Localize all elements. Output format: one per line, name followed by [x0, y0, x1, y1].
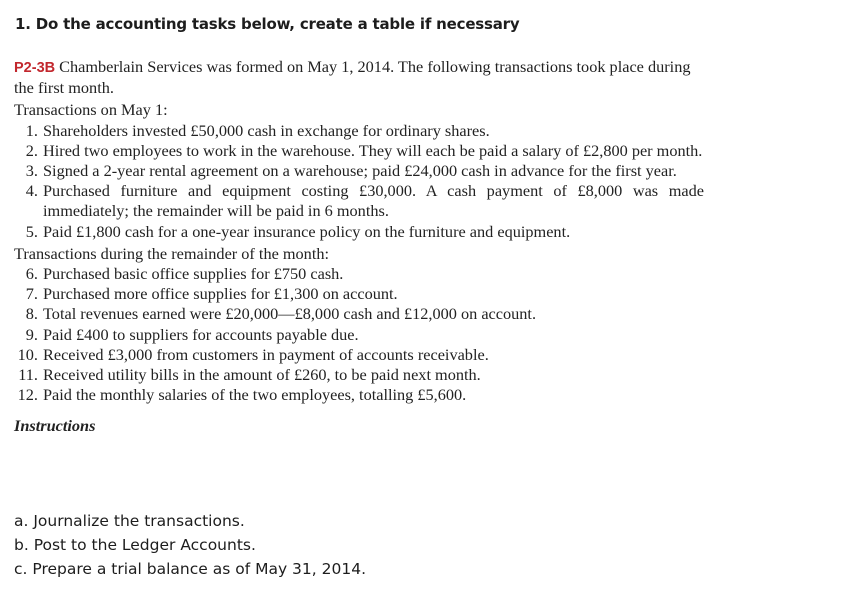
problem-code: P2-3B: [14, 60, 56, 76]
list-item: 7. Purchased more office supplies for £1,300 on account.: [25, 284, 398, 304]
transactions-may-1-list: [14, 121, 704, 242]
instructions-list: [14, 509, 366, 581]
list-item: 5. Paid £1,800 cash for a one-year insurance policy on the furniture and equipment.: [25, 221, 571, 241]
problem-intro-text: Chamberlain Services was formed on May 1, 2014. The following transactions took place during the first month.: [14, 57, 691, 98]
list-item: 8. Total revenues earned were £20,000—£8,000 cash and £12,000 on account.: [25, 304, 537, 324]
problem-block: [14, 57, 704, 437]
list-item: 2. Hired two employees to work in the warehouse. They will each be paid a salary of £2,800 per month.: [25, 140, 703, 160]
transactions-remainder-list: [14, 264, 704, 405]
instruction-item: b. Post to the Ledger Accounts.: [14, 536, 256, 554]
instructions-title: Instructions: [14, 416, 96, 436]
list-item: 9. Paid £400 to suppliers for accounts payable due.: [25, 324, 359, 344]
problem-intro: [14, 57, 704, 98]
list-item: 11. Received utility bills in the amount of £260, to be paid next month.: [18, 365, 481, 385]
list-item: 12. Paid the monthly salaries of the two employees, totalling £5,600.: [17, 385, 467, 405]
section-remainder-title: Transactions during the remainder of the month:: [14, 243, 330, 263]
list-item: 4. Purchased furniture and equipment costing £30,000. A cash payment of £8,000 was made immediately; the remainder will be paid in 6 months.: [25, 181, 704, 221]
section-may-1-title: Transactions on May 1:: [14, 100, 168, 120]
task-heading: 1. Do the accounting tasks below, create a table if necessary: [15, 15, 520, 33]
list-item: 6. Purchased basic office supplies for £750 cash.: [25, 264, 344, 284]
instruction-item: c. Prepare a trial balance as of May 31, 2014.: [14, 560, 367, 578]
list-item: 1. Shareholders invested £50,000 cash in exchange for ordinary shares.: [25, 120, 490, 140]
list-item: 10. Received £3,000 from customers in payment of accounts receivable.: [17, 344, 489, 364]
list-item: 3. Signed a 2-year rental agreement on a warehouse; paid £24,000 cash in advance for the first year.: [25, 161, 677, 181]
instruction-item: a. Journalize the transactions.: [14, 512, 245, 530]
